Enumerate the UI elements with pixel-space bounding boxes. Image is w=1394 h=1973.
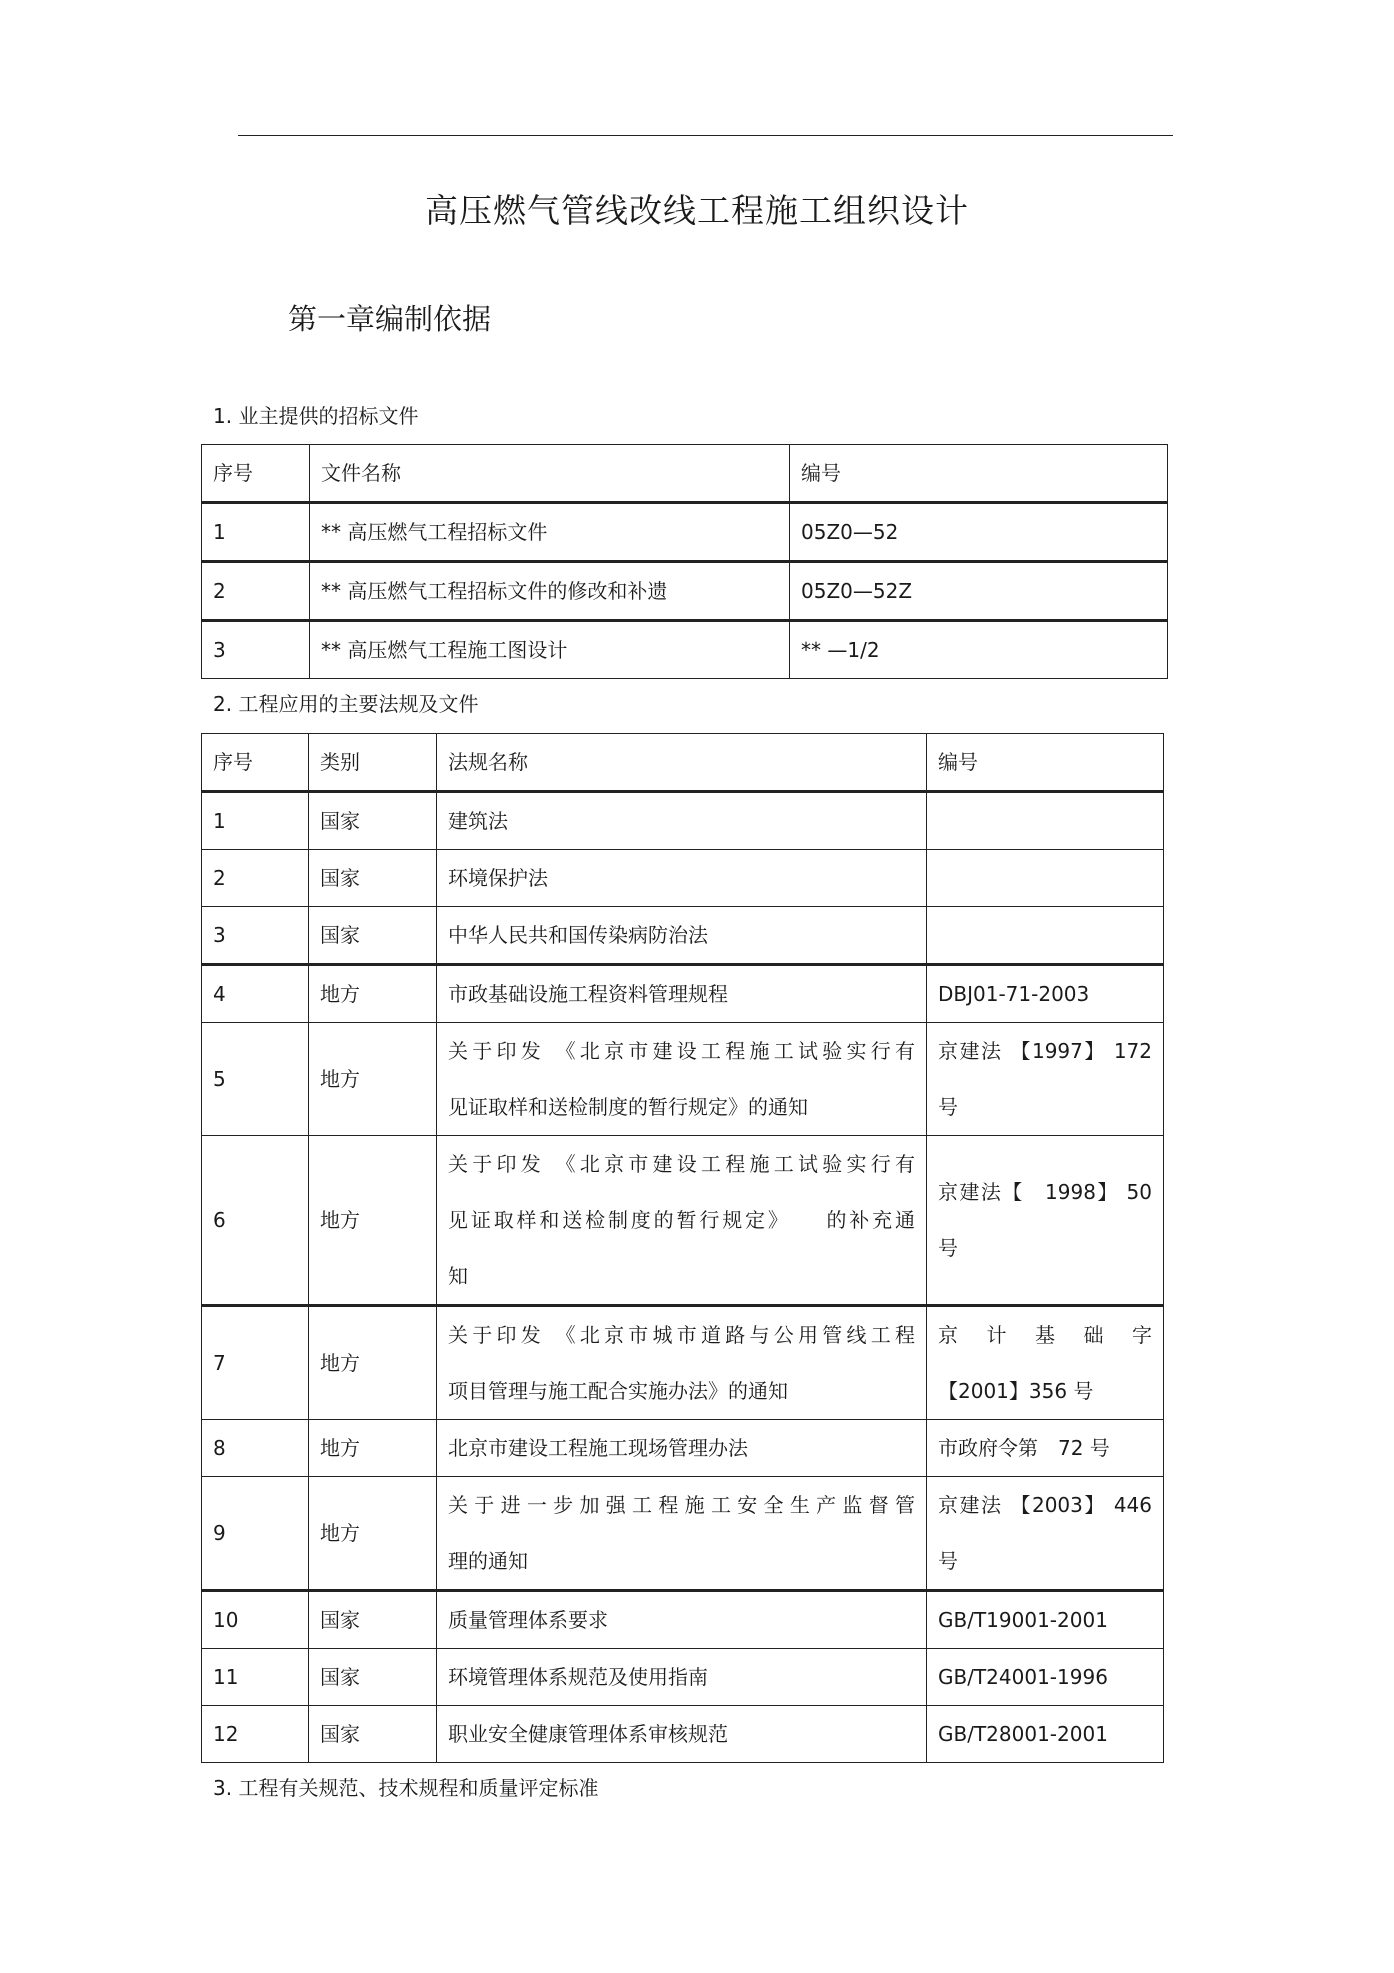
regulation-category: 地方 [309,1477,437,1591]
row-number: 3 [202,621,310,679]
regulation-name-line: 关于印发 《北京市建设工程施工试验实行有 [448,1039,915,1063]
row-number: 2 [202,850,309,907]
regulation-code-line: DBJ01-71-2003 [938,982,1090,1006]
regulation-category: 地方 [309,1306,437,1420]
regulation-name-line: 中华人民共和国传染病防治法 [448,923,708,947]
regulation-name-line: 环境保护法 [448,866,548,890]
table-row [202,1591,1164,1649]
regulation-code [927,1649,1164,1706]
regulation-name [437,1477,927,1591]
tender-documents-table [201,444,1168,679]
regulation-category: 国家 [309,907,437,965]
regulation-name-line: 关于进一步加强工程施工安全生产监督管 [448,1493,915,1517]
column-header: 法规名称 [437,734,927,792]
regulation-name [437,907,927,965]
table-row [202,792,1164,850]
document-title: 高压燃气管线改线工程施工组织设计 [425,191,969,230]
row-number: 9 [202,1477,309,1591]
regulation-code-line: 号 [938,1236,958,1260]
table-row [202,907,1164,965]
regulation-name-line: 环境管理体系规范及使用指南 [448,1665,708,1689]
document-code: 05Z0—52Z [790,562,1168,621]
table-row [202,1306,1164,1420]
table-row [202,621,1168,679]
column-header: 序号 [202,445,310,503]
regulation-category: 地方 [309,1420,437,1477]
regulation-name [437,965,927,1023]
regulation-category: 地方 [309,1136,437,1306]
regulation-category: 国家 [309,1649,437,1706]
table-row [202,1649,1164,1706]
regulation-name-line: 北京市建设工程施工现场管理办法 [448,1436,748,1460]
table-row [202,965,1164,1023]
regulation-code-line: 京建法 【2003】 446 [938,1493,1152,1517]
regulation-code-line: 市政府令第 72 号 [938,1436,1110,1460]
regulation-name [437,1420,927,1477]
regulation-code-line: 号 [938,1095,958,1119]
regulation-name-line: 见证取样和送检制度的暂行规定》的通知 [448,1095,808,1119]
table-row [202,1136,1164,1306]
row-number: 4 [202,965,309,1023]
column-header: 类别 [309,734,437,792]
column-header: 编号 [927,734,1164,792]
regulation-code-line: 京建法 【1997】 172 [938,1039,1152,1063]
row-number: 6 [202,1136,309,1306]
document-name: ** 高压燃气工程招标文件的修改和补遗 [310,562,790,621]
regulation-code [927,1420,1164,1477]
table-row [202,850,1164,907]
chapter-heading: 第一章编制依据 [288,302,492,336]
section-3-heading: 3. 工程有关规范、技术规程和质量评定标准 [213,1776,599,1800]
regulation-category: 国家 [309,792,437,850]
regulation-code [927,850,1164,907]
row-number: 8 [202,1420,309,1477]
row-number: 3 [202,907,309,965]
regulation-code [927,907,1164,965]
row-number: 2 [202,562,310,621]
regulation-category: 地方 [309,1023,437,1136]
regulation-code-line: GB/T24001-1996 [938,1665,1108,1689]
row-number: 5 [202,1023,309,1136]
regulation-code [927,965,1164,1023]
regulation-name [437,1591,927,1649]
table-row [202,1706,1164,1763]
row-number: 12 [202,1706,309,1763]
table-row [202,1023,1164,1136]
document-name: ** 高压燃气工程招标文件 [310,503,790,562]
regulation-name-line: 关于印发 《北京市城市道路与公用管线工程 [448,1323,915,1347]
column-header: 序号 [202,734,309,792]
document-code: ** —1/2 [790,621,1168,679]
table-header-row [202,445,1168,503]
regulation-name [437,1136,927,1306]
regulation-name [437,1023,927,1136]
regulation-name [437,850,927,907]
regulation-name [437,1706,927,1763]
header-rule [238,135,1173,136]
regulation-category: 国家 [309,1706,437,1763]
regulation-code-line: 【2001】356 号 [938,1379,1094,1403]
section-1-heading: 1. 业主提供的招标文件 [213,404,419,428]
regulation-name-line: 见证取样和送检制度的暂行规定》 的补充通 [448,1208,915,1232]
regulation-code [927,1591,1164,1649]
regulation-name [437,1649,927,1706]
row-number: 7 [202,1306,309,1420]
table-header-row [202,734,1164,792]
table-row [202,1477,1164,1591]
regulation-code [927,792,1164,850]
table-row [202,503,1168,562]
regulation-name-line: 知 [448,1264,468,1288]
regulation-name-line: 建筑法 [448,809,508,833]
regulation-code-line: 京 计 基 础 字 [938,1323,1152,1347]
section-2-heading: 2. 工程应用的主要法规及文件 [213,692,479,716]
regulation-code [927,1706,1164,1763]
regulation-code-line: 号 [938,1549,958,1573]
regulation-name [437,792,927,850]
table-row [202,1420,1164,1477]
regulation-name-line: 理的通知 [448,1549,528,1573]
row-number: 1 [202,503,310,562]
regulation-name-line: 项目管理与施工配合实施办法》的通知 [448,1379,788,1403]
regulation-category: 地方 [309,965,437,1023]
regulation-code [927,1136,1164,1306]
regulation-name [437,1306,927,1420]
document-name: ** 高压燃气工程施工图设计 [310,621,790,679]
regulation-code-line: 京建法【 1998】 50 [938,1180,1152,1204]
row-number: 10 [202,1591,309,1649]
regulation-name-line: 质量管理体系要求 [448,1608,608,1632]
regulations-table [201,733,1164,1763]
regulation-category: 国家 [309,1591,437,1649]
column-header: 文件名称 [310,445,790,503]
regulation-name-line: 市政基础设施工程资料管理规程 [448,982,728,1006]
column-header: 编号 [790,445,1168,503]
document-code: 05Z0—52 [790,503,1168,562]
regulation-name-line: 关于印发 《北京市建设工程施工试验实行有 [448,1152,915,1176]
regulation-code [927,1477,1164,1591]
regulation-code [927,1306,1164,1420]
regulation-category: 国家 [309,850,437,907]
regulation-code [927,1023,1164,1136]
row-number: 1 [202,792,309,850]
row-number: 11 [202,1649,309,1706]
regulation-code-line: GB/T19001-2001 [938,1608,1108,1632]
regulation-name-line: 职业安全健康管理体系审核规范 [448,1722,728,1746]
table-row [202,562,1168,621]
regulation-code-line: GB/T28001-2001 [938,1722,1108,1746]
